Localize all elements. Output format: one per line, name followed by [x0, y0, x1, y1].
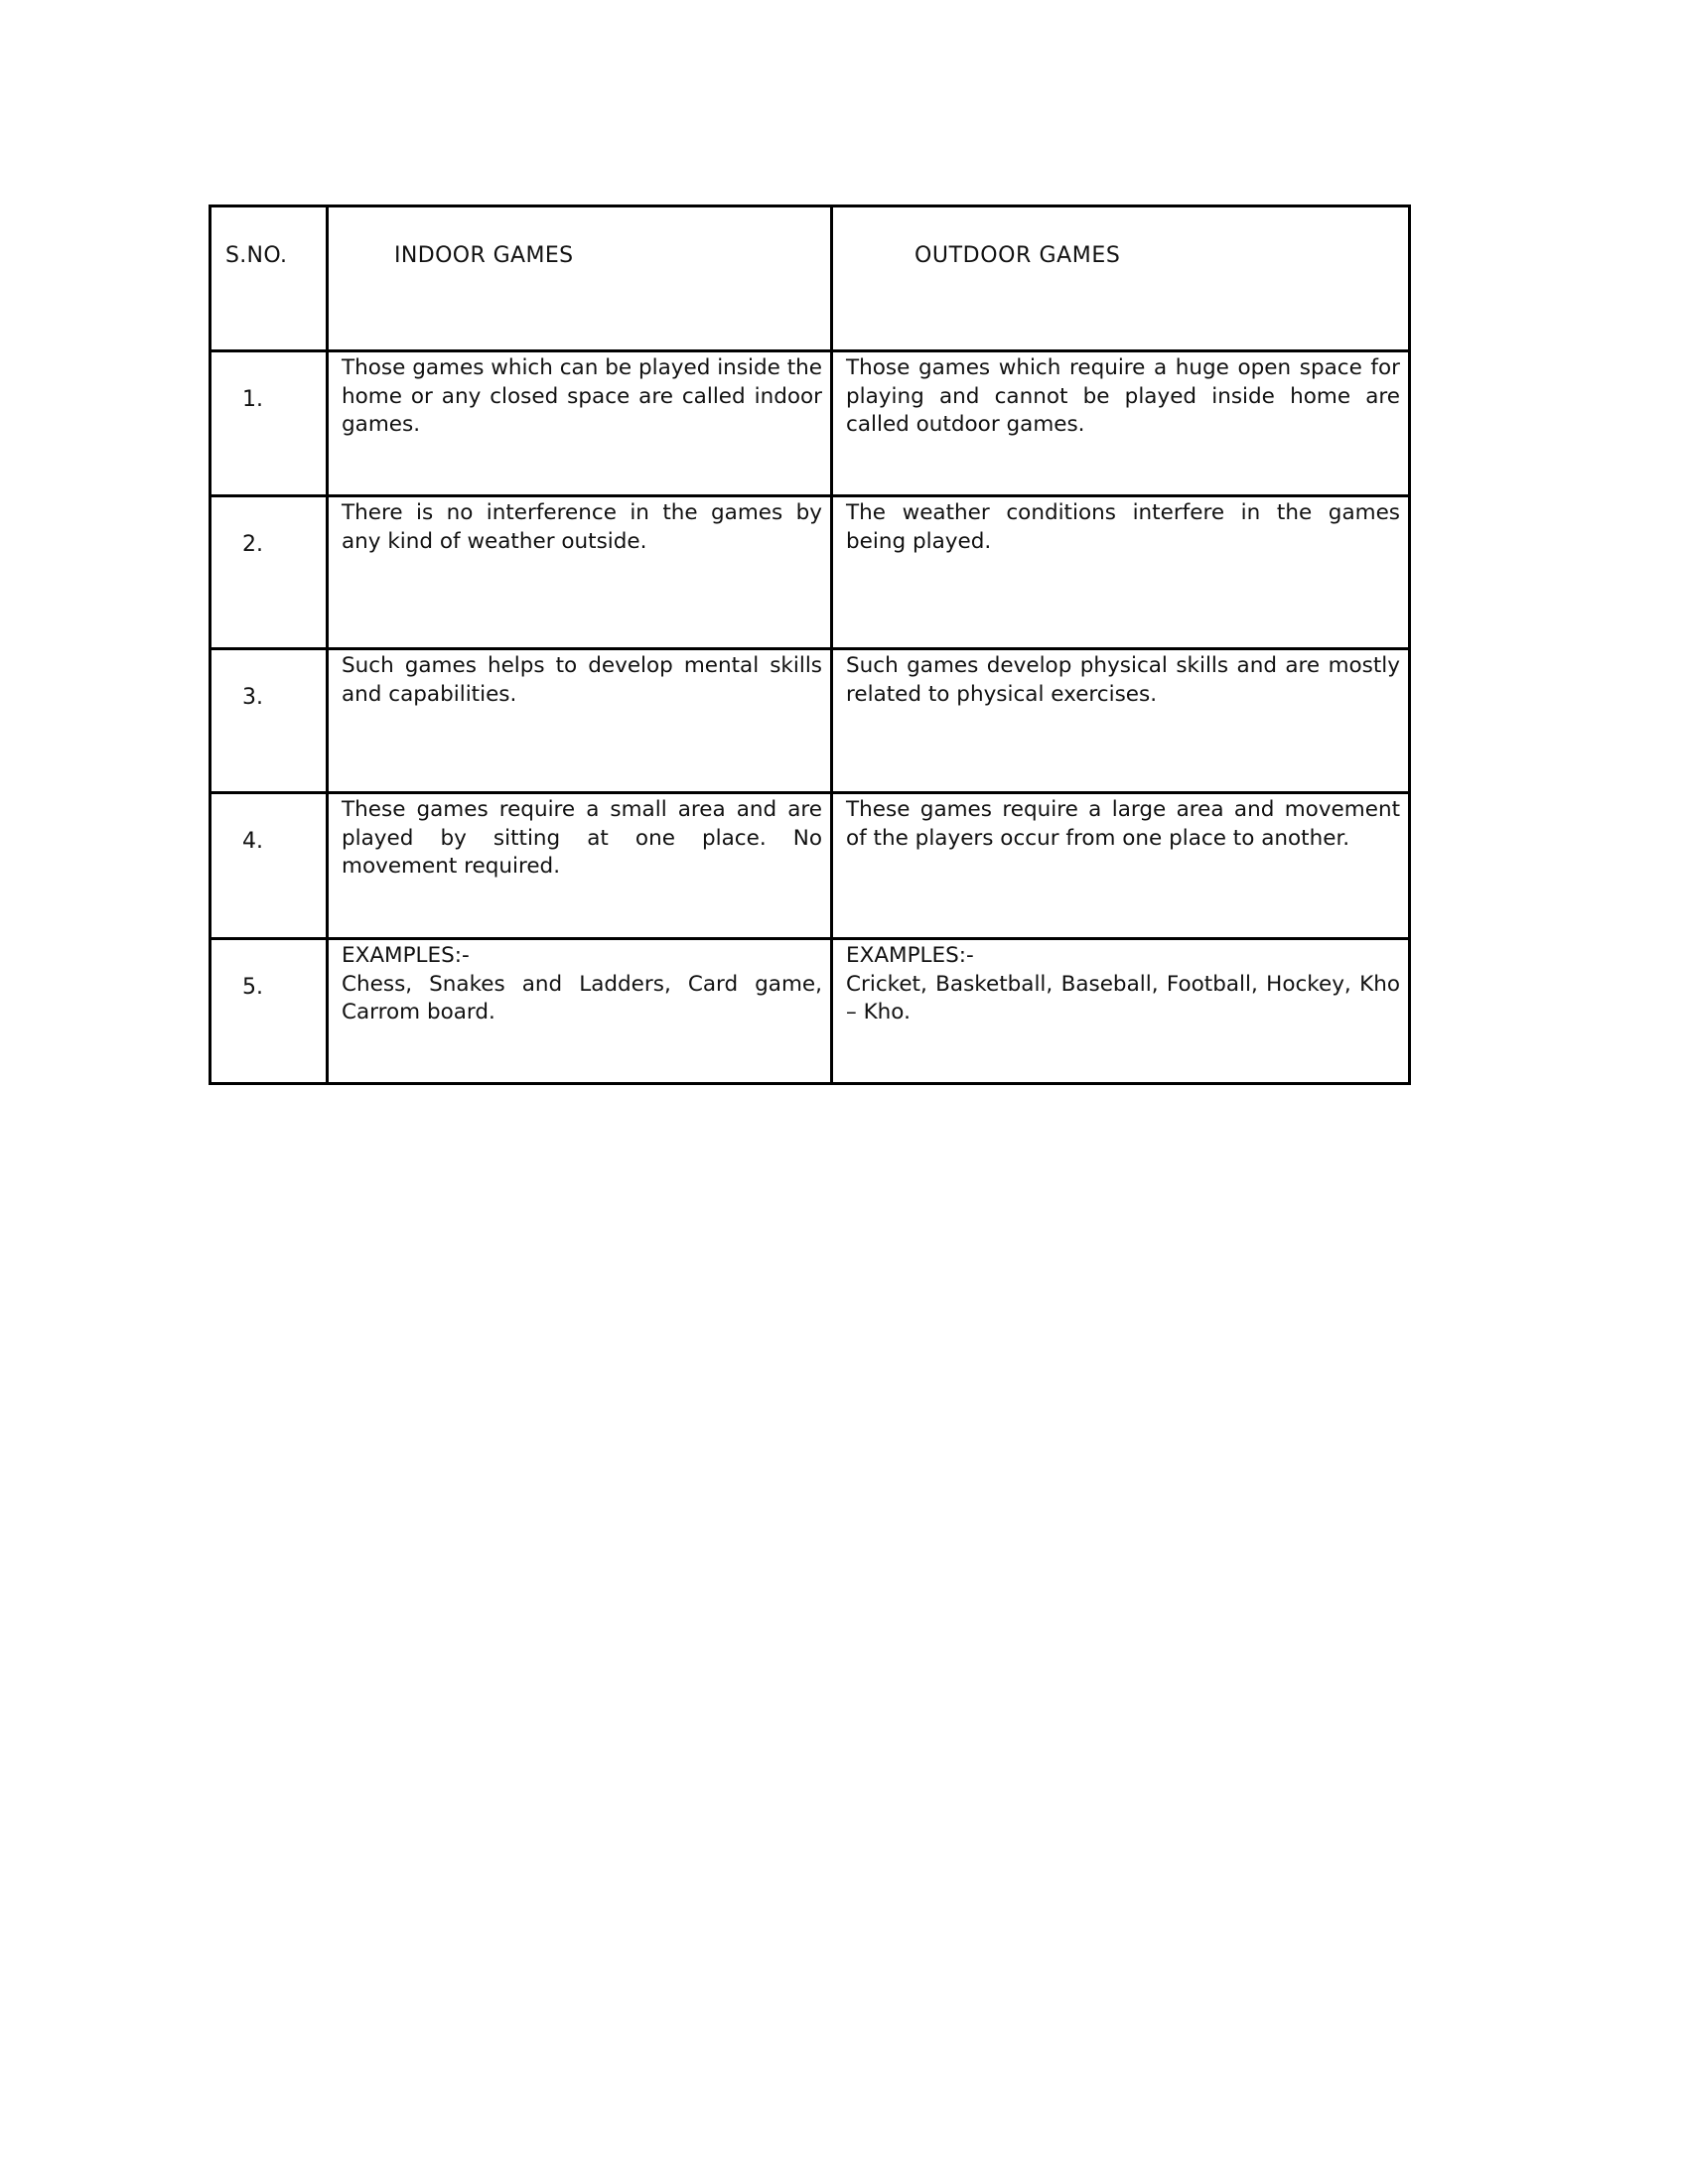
table-row: [211, 649, 1410, 793]
indoor-cell: Those games which can be played inside the home or any closed space are called indoor games.: [328, 351, 832, 496]
outdoor-examples-list: Cricket, Basketball, Baseball, Football, Hockey, Kho – Kho.: [846, 971, 1400, 1024]
header-outdoor-games: OUTDOOR GAMES: [832, 206, 1410, 351]
indoor-outdoor-comparison-table: [209, 205, 1411, 1085]
row-number: 3.: [211, 649, 328, 793]
table-row: [211, 939, 1410, 1084]
indoor-examples-cell: [328, 939, 832, 1084]
indoor-examples-list: Chess, Snakes and Ladders, Card game, Carrom board.: [342, 971, 822, 1024]
indoor-cell: There is no interference in the games by any kind of weather outside.: [328, 496, 832, 649]
outdoor-cell: Those games which require a huge open space for playing and cannot be played inside home are called outdoor games.: [832, 351, 1410, 496]
row-number: 4.: [211, 793, 328, 939]
table-row: [211, 793, 1410, 939]
indoor-examples-label: EXAMPLES:-: [342, 943, 470, 968]
outdoor-cell: Such games develop physical skills and are mostly related to physical exercises.: [832, 649, 1410, 793]
outdoor-examples-label: EXAMPLES:-: [846, 943, 974, 968]
header-sno: S.NO.: [211, 206, 328, 351]
row-number: 1.: [211, 351, 328, 496]
table-row: [211, 351, 1410, 496]
outdoor-cell: The weather conditions interfere in the games being played.: [832, 496, 1410, 649]
table-header-row: [211, 206, 1410, 351]
row-number: 5.: [211, 939, 328, 1084]
table-row: [211, 496, 1410, 649]
row-number: 2.: [211, 496, 328, 649]
outdoor-examples-cell: [832, 939, 1410, 1084]
indoor-cell: These games require a small area and are played by sitting at one place. No movement required.: [328, 793, 832, 939]
indoor-cell: Such games helps to develop mental skills and capabilities.: [328, 649, 832, 793]
outdoor-cell: These games require a large area and movement of the players occur from one place to another.: [832, 793, 1410, 939]
header-indoor-games: INDOOR GAMES: [328, 206, 832, 351]
